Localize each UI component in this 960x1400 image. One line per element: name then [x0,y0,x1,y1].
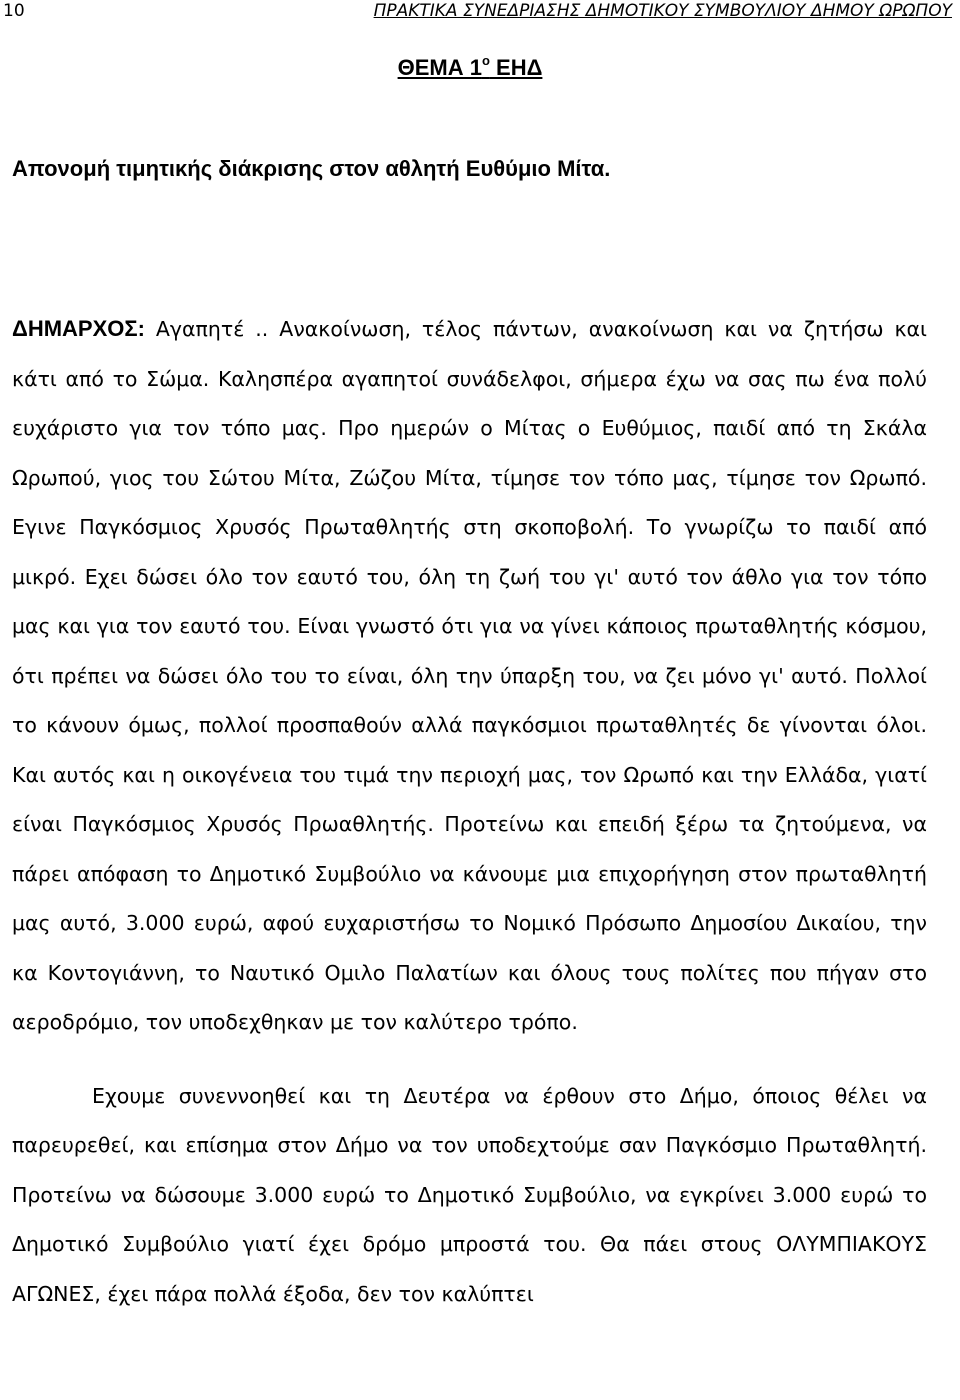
speech-paragraph-2: Εχουμε συνεννοηθεί και τη Δευτέρα να έρθουν στο Δήμο, όποιος θέλει να παρευρεθεί, και επίσημα στον Δήμο να τον υποδεχτούμε σαν Παγκόσμιο Πρωταθλητή. Προτείνω να δώσουμε 3.000 ευρώ το Δημοτικό Συμβούλιο, να εγκρίνει 3.000 ευρώ το Δημοτικό Συμβούλιο γιατί έχει δρόμο μπροστά του. Θα πάει στους ΟΛΥΜΠΙΑΚΟΥΣ ΑΓΩΝΕΣ, έχει πάρα πολλά έξοδα, δεν τον καλύπτει [12,1083,927,1306]
speech-paragraph-1 [12,304,927,1048]
speech-body [12,304,927,1340]
topic-heading-text [397,52,543,80]
running-title: ΠΡΑΚΤΙΚΑ ΣΥΝΕΔΡΙΑΣΗΣ ΔΗΜΟΤΙΚΟΥ ΣΥΜΒΟΥΛΙΟΥ ΔΗΜΟΥ ΩΡΩΠΟΥ [373,1,952,21]
speaker-label: ΔΗΜΑΡΧΟΣ: [12,316,145,341]
page-header [0,0,960,30]
topic-prefix: ΘΕΜΑ 1 [397,55,482,80]
topic-ordinal: ο [481,52,490,68]
page-number: 10 [3,1,25,21]
speech-paragraph-1-text: Αγαπητέ .. Ανακοίνωση, τέλος πάντων, ανακοίνωση και να ζητήσω και κάτι από το Σώμα. Καλησπέρα αγαπητοί συνάδελφοι, σήμερα έχω να σας πω ένα πολύ ευχάριστο για τον τόπο μας. Προ ημερών ο Μίτας ο Ευθύμιος, παιδί από τη Σκάλα Ωρωπού, γιος του Σώτου Μίτα, Ζώζου Μίτα, τίμησε τον τόπο μας, τίμησε τον Ωρωπό. Εγινε Παγκόσμιος Χρυσός Πρωταθλητής στη σκοποβολή. Το γνωρίζω το παιδί από μικρό. Εχει δώσει όλο τον εαυτό του, όλη τη ζωή του γι' αυτό τον άθλο για τον τόπο μας και για τον εαυτό του. Είναι γνωστό ότι για να γίνει κάποιος πρωταθλητής κόσμου, ότι πρέπει να δώσει όλο του το είναι, όλη την ύπαρξη του, να ζει μόνο γι' αυτό. Πολλοί το κάνουν όμως, πολλοί προσπαθούν αλλά παγκόσμιοι πρωταθλητές δε γίνονται όλοι. Και αυτός και η οικογένεια του τιμά την περιοχή μας, τον Ωρωπό και την Ελλάδα, γιατί είναι Παγκόσμιος Χρυσός Πρωαθλητής. Προτείνω και επειδή ξέρω τα ζητούμενα, να πάρει απόφαση το Δημοτικό Συμβούλιο να κάνουμε μια επιχορήγηση στον πρωταθλητή μας αυτό, 3.000 ευρώ, αφού ευχαριστήσω το Νομικό Πρόσωπο Δημοσίου Δικαίου, την κα Κοντογιάννη, το Ναυτικό Ομιλο Παλατίων και όλους τους πολίτες που πήγαν στο αεροδρόμιο, τον υποδεχθηκαν με τον καλύτερο τρόπο. [12,317,927,1034]
topic-suffix: ΕΗΔ [489,55,543,80]
topic-heading [0,54,940,82]
agenda-subject: Απονομή τιμητικής διάκρισης στον αθλητή Ευθύμιο Μίτα. [12,156,611,181]
